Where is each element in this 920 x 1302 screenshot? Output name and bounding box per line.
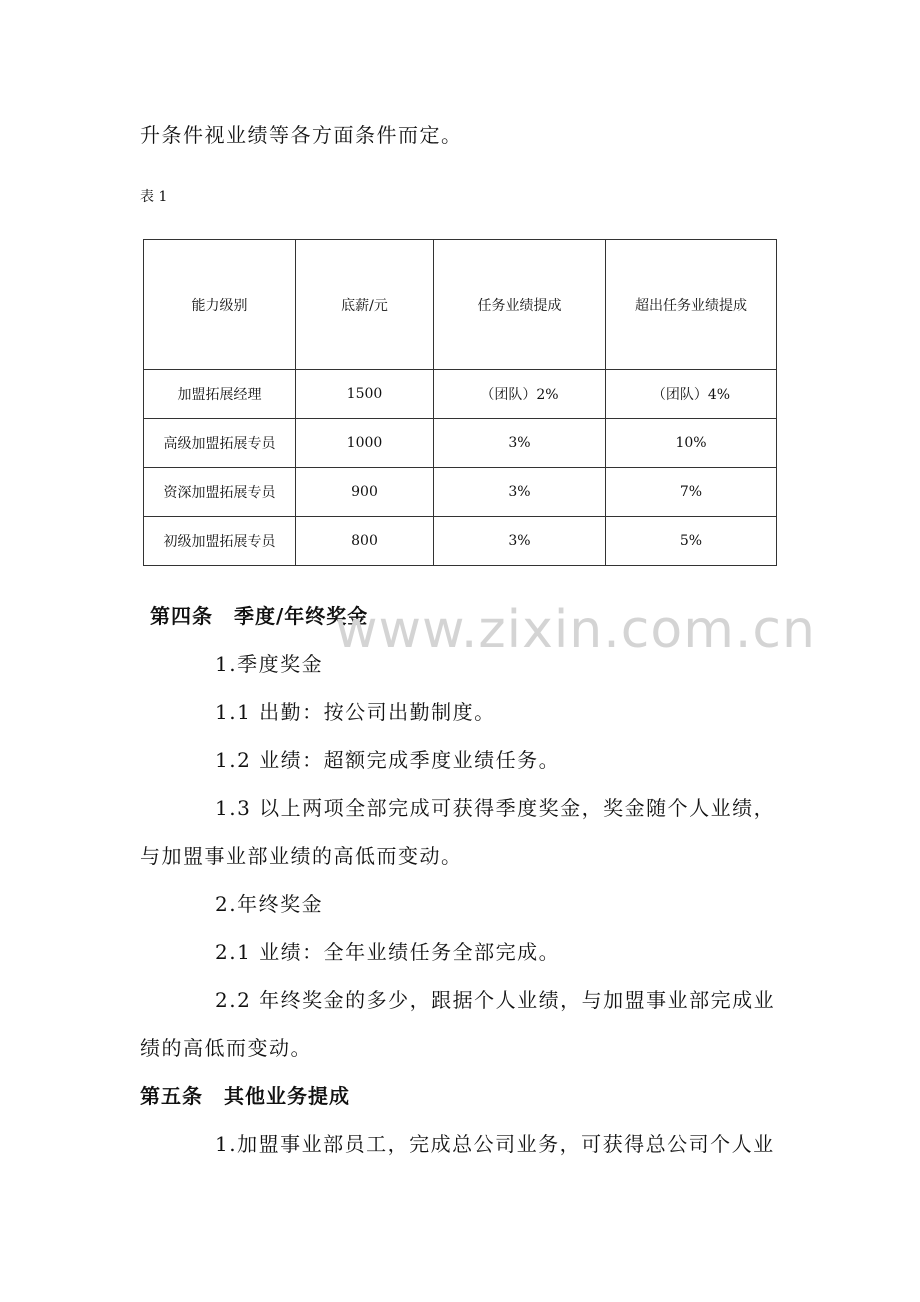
table-row <box>144 517 777 566</box>
body-text-line: 与加盟事业部业绩的高低而变动。 <box>140 844 463 868</box>
watermark: www.zixin.com.cn <box>335 600 816 660</box>
table-header-row <box>144 240 777 370</box>
body-text-line: 2.2 年终奖金的多少，跟据个人业绩，与加盟事业部完成业 <box>215 988 776 1012</box>
body-text-line: 1.季度奖金 <box>215 652 324 676</box>
column-header: 底薪/元 <box>296 240 434 370</box>
table-cell: 1500 <box>296 370 434 419</box>
body-text-line: 2.1 业绩：全年业绩任务全部完成。 <box>215 940 561 964</box>
column-header: 任务业绩提成 <box>434 240 606 370</box>
table-cell: 5% <box>606 517 777 566</box>
table-caption: 表 1 <box>140 189 168 205</box>
body-text-line: 2.年终奖金 <box>215 892 324 916</box>
table-cell: 800 <box>296 517 434 566</box>
table-cell: 加盟拓展经理 <box>144 370 296 419</box>
column-header: 超出任务业绩提成 <box>606 240 777 370</box>
body-text-line: 绩的高低而变动。 <box>140 1036 312 1060</box>
table-row <box>144 370 777 419</box>
table-cell: （团队）2% <box>434 370 606 419</box>
column-header: 能力级别 <box>144 240 296 370</box>
table-cell: 资深加盟拓展专员 <box>144 468 296 517</box>
table-cell: 高级加盟拓展专员 <box>144 419 296 468</box>
body-text-line: 升条件视业绩等各方面条件而定。 <box>140 123 463 147</box>
body-text-line: 1.3 以上两项全部完成可获得季度奖金，奖金随个人业绩， <box>215 796 776 820</box>
table-cell: 3% <box>434 468 606 517</box>
table-cell: 1000 <box>296 419 434 468</box>
table-cell: 3% <box>434 517 606 566</box>
table-row <box>144 419 777 468</box>
body-text-line: 1.2 业绩：超额完成季度业绩任务。 <box>215 748 561 772</box>
table-cell: 初级加盟拓展专员 <box>144 517 296 566</box>
table-cell: 7% <box>606 468 777 517</box>
salary-grade-table <box>143 239 777 566</box>
body-text-line: 1.加盟事业部员工，完成总公司业务，可获得总公司个人业 <box>215 1132 775 1156</box>
table-cell: 3% <box>434 419 606 468</box>
table-cell: 900 <box>296 468 434 517</box>
body-text-line: 1.1 出勤：按公司出勤制度。 <box>215 700 496 724</box>
section-heading: 第五条 其他业务提成 <box>140 1084 350 1108</box>
table-row <box>144 468 777 517</box>
section-heading: 第四条 季度/年终奖金 <box>150 604 369 628</box>
table-cell: 10% <box>606 419 777 468</box>
table-cell: （团队）4% <box>606 370 777 419</box>
